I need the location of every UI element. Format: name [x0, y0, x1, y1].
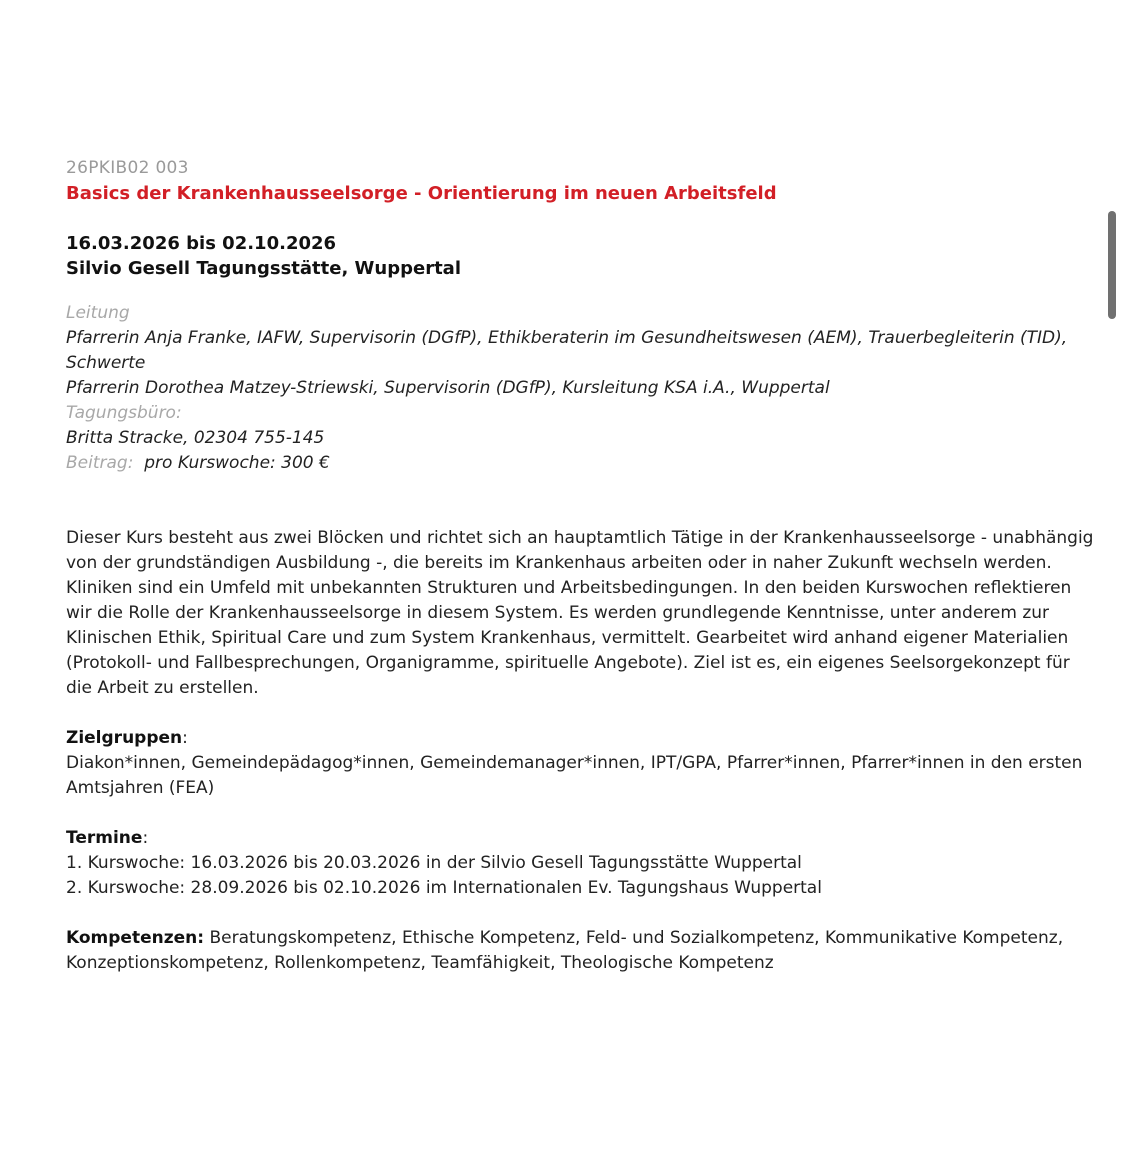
leitung-label: Leitung — [66, 303, 130, 323]
course-dates: 16.03.2026 bis 02.10.2026 — [66, 233, 337, 254]
kompetenzen-text: Beratungskompetenz, Ethische Kompetenz, Feld- und Sozialkompetenz, Kommunikative Kompetenz, Konzeptionskompetenz, Rollenkompetenz, Teamfähigkeit, Theologische Kompetenz — [66, 928, 1064, 973]
kompetenzen-section — [66, 926, 1096, 976]
tagungsbuero-label: Tagungsbüro: — [66, 403, 182, 423]
kompetenzen-heading: Kompetenzen: — [66, 928, 205, 948]
beitrag-value: pro Kurswoche: 300 € — [144, 453, 330, 473]
zielgruppen-text: Diakon*innen, Gemeindepädagog*innen, Gemeindemanager*innen, IPT/GPA, Pfarrer*innen, Pfarrer*innen in den ersten Amtsjahren (FEA) — [66, 753, 1083, 798]
termine-section: Termine: 1. Kurswoche: 16.03.2026 bis 20.03.2026 in der Silvio Gesell Tagungsstätte Wuppertal 2. Kurswoche: 28.09.2026 bis 02.10.2026 im Internationalen Ev. Tagungshaus Wuppertal — [66, 826, 1096, 901]
course-detail — [66, 156, 1096, 976]
leitung-person-1: Pfarrerin Anja Franke, IAFW, Supervisorin (DGfP), Ethikberaterin im Gesundheitswesen (AEM), Trauerbegleiterin (TID), Schwerte — [66, 328, 1068, 373]
tagungsbuero-value: Britta Stracke, 02304 755-145 — [66, 428, 325, 448]
beitrag-label: Beitrag: — [66, 453, 134, 473]
termin-item-1: 1. Kurswoche: 16.03.2026 bis 20.03.2026 in der Silvio Gesell Tagungsstätte Wuppertal — [66, 853, 802, 873]
zielgruppen-heading: Zielgruppen — [66, 728, 183, 748]
course-title: Basics der Krankenhausseelsorge - Orientierung im neuen Arbeitsfeld — [66, 183, 777, 204]
zielgruppen-section: Zielgruppen: Diakon*innen, Gemeindepädagog*innen, Gemeindemanager*innen, IPT/GPA, Pfarrer*innen, Pfarrer*innen in den ersten Amtsjahren (FEA) — [66, 726, 1096, 801]
course-description — [66, 526, 1096, 701]
description-paragraph-2: Kliniken sind ein Umfeld mit unbekannten Strukturen und Arbeitsbedingungen. In den beiden Kurswochen reflektieren wir die Rolle der Krankenhausseelsorge in diesem System. Es werden grundlegende Kenntnisse, unter anderem zur Klinischen Ethik, Spiritual Care und zum System Krankenhaus, vermittelt. Gearbeitet wird anhand eigener Materialien (Protokoll- und Fallbesprechungen, Organigramme, spirituelle Angebote). Ziel ist es, ein eigenes Seelsorgekonzept für die Arbeit zu erstellen. — [66, 578, 1072, 698]
course-dates-block — [66, 231, 1096, 281]
termine-heading: Termine — [66, 828, 143, 848]
termin-item-2: 2. Kurswoche: 28.09.2026 bis 02.10.2026 im Internationalen Ev. Tagungshaus Wuppertal — [66, 878, 822, 898]
course-code: 26PKIB02 003 — [66, 158, 189, 178]
leitung-person-2: Pfarrerin Dorothea Matzey-Striewski, Supervisorin (DGfP), Kursleitung KSA i.A., Wuppertal — [66, 378, 830, 398]
description-paragraph-1: Dieser Kurs besteht aus zwei Blöcken und richtet sich an hauptamtlich Tätige in der Krankenhausseelsorge - unabhängig von der grundständigen Ausbildung -, die bereits im Krankenhaus arbeiten oder in naher Zukunft wechseln werden. — [66, 528, 1094, 573]
course-location: Silvio Gesell Tagungsstätte, Wuppertal — [66, 258, 461, 279]
beitrag-row — [66, 451, 1096, 476]
course-meta — [66, 301, 1096, 476]
vertical-scrollbar[interactable] — [1108, 211, 1116, 319]
